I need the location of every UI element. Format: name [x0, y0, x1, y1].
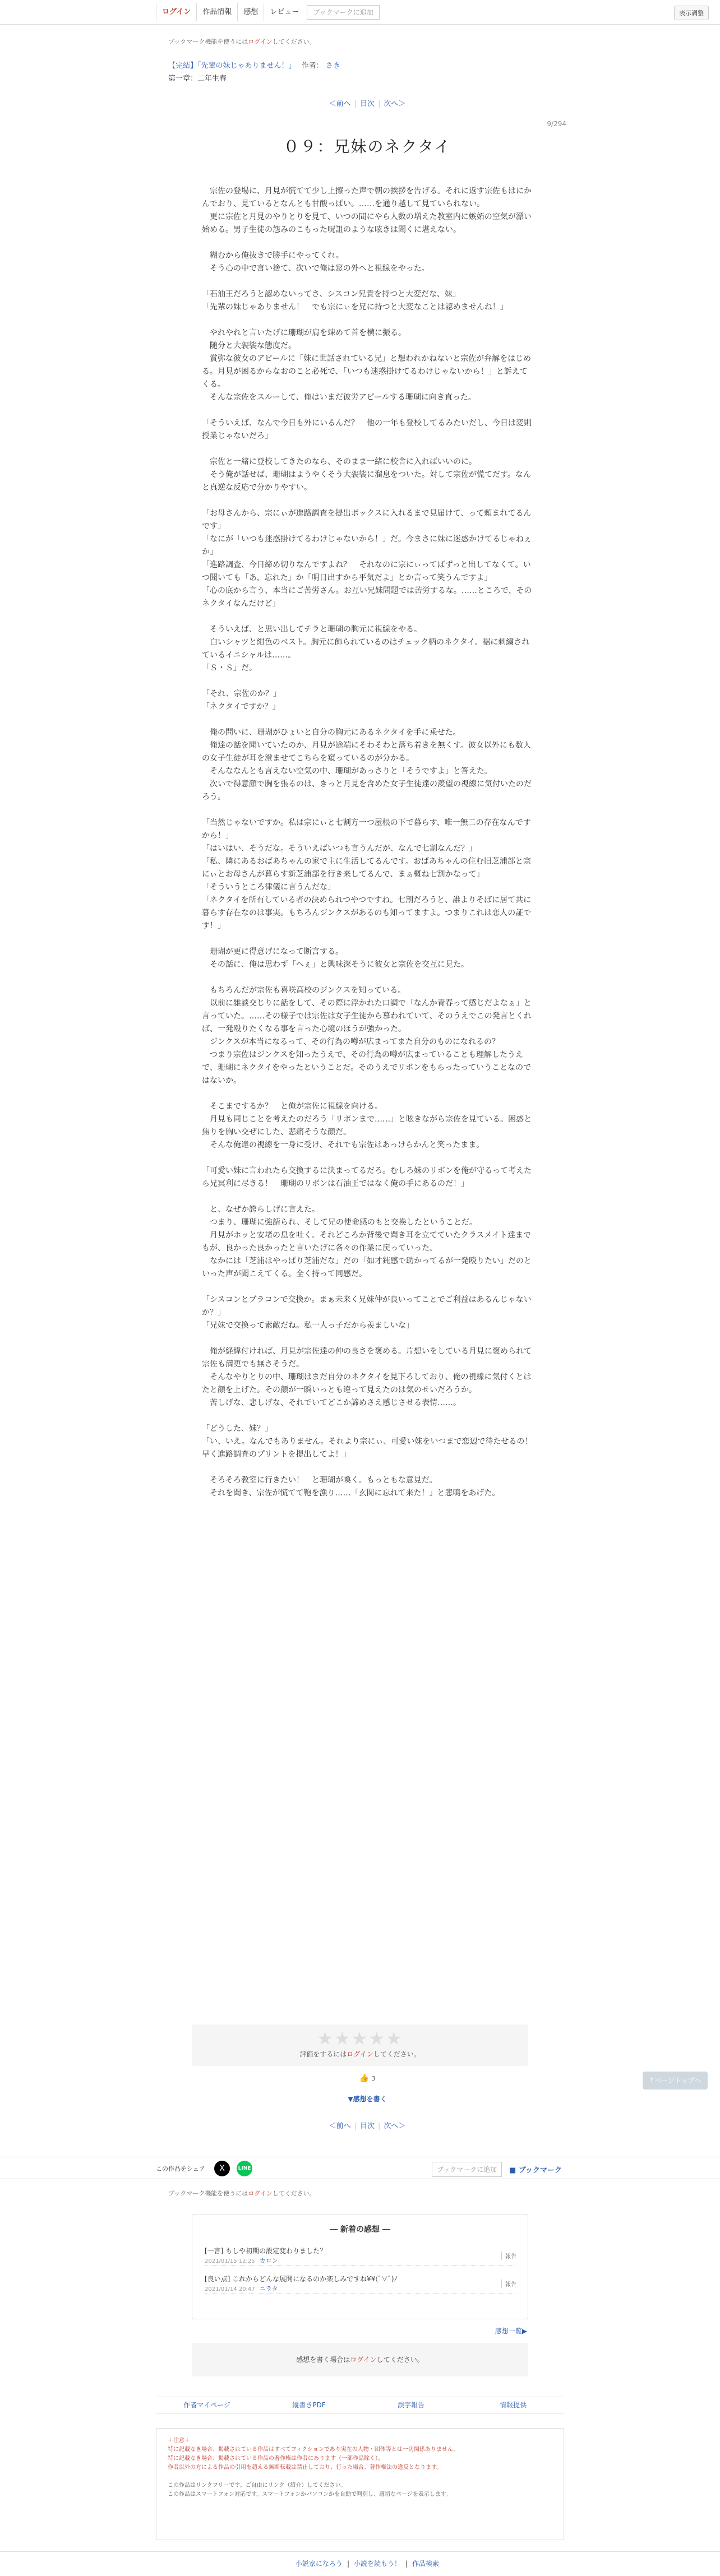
- body-paragraph: なかには「芝浦はやっぱり芝浦だな」だの「如才鈍感で助かってるが一発殴りたい」だのといった声が聞こえてくる。全く持って同感だ。: [202, 1257, 532, 1278]
- body-paragraph: 「当然じゃないですか。私は宗にぃと七割方一つ屋根の下で暮らす、唯一無二の存在なんですから！」: [202, 818, 531, 840]
- login-button[interactable]: ログイン: [156, 3, 196, 21]
- info-report-link[interactable]: 情報提供: [499, 2401, 527, 2409]
- author-link[interactable]: さき: [325, 62, 340, 70]
- like-widget[interactable]: [168, 2074, 566, 2083]
- bookmark-add-button-bottom[interactable]: ブックマークに追加: [432, 2162, 502, 2177]
- body-paragraph: [202, 675, 534, 688]
- body-paragraph: 「兄妹で交換って素敵だね。私一人っ子だから羨ましいな」: [202, 1321, 414, 1330]
- bookmark-link-label: ブックマーク: [518, 2166, 562, 2175]
- body-paragraph: つまり、珊瑚に強請られ、そして兄の使命感のもと交換したということだ。: [202, 1218, 477, 1227]
- body-paragraph: 「そういうところ律儀に言うんだな」: [202, 883, 335, 892]
- body-paragraph: [202, 1410, 534, 1423]
- body-paragraph: 「先輩の妹じゃありません！ でも宗にぃを兄に持つと大変なことは認めませんね！」: [202, 303, 508, 312]
- body-paragraph: 糊むから俺抜きで勝手にやってくれ。: [202, 251, 344, 260]
- body-paragraph: やれやれと言いたげに珊瑚が肩を竦めて首を横に振る。: [202, 328, 406, 337]
- bookmark-note-post: してください。: [272, 38, 316, 45]
- body-paragraph: 「心の底から言う、本当にご苦労さん。お互い兄妹問題では苦労するな。……ところで、そのネクタイなんだけど」: [202, 586, 532, 608]
- body-paragraph: 「そういえば、なんで今日も外にいるんだ？ 他の一年も登校してるみたいだし、今日は変則授業じゃないだろ」: [202, 419, 532, 441]
- next-link[interactable]: 次へ＞: [384, 100, 406, 108]
- author-mypage-link[interactable]: 作者マイページ: [183, 2401, 230, 2409]
- page-number: 9/294: [547, 120, 566, 128]
- notice-line: 特に記載なき場合、掲載されている作品はすべてフィクションであり実在の人物・団体等とは一切関係ありません。: [168, 2447, 459, 2453]
- footer-links: 小説家になろう | 小説を読もう！ | 作品検索: [295, 2560, 440, 2568]
- body-paragraph: [202, 933, 534, 946]
- body-paragraph: 苦しげな、悲しげな、それでいてどこか諦めさえ感じさせる表情……。: [202, 1398, 461, 1407]
- review-item: [205, 2246, 516, 2266]
- review-meta: [205, 2284, 278, 2293]
- body-paragraph: 次いで得意顔で胸を張るのは、きっと月見を含めた女子生徒達の羨望の視線に気付いたのだろう。: [202, 780, 532, 801]
- review-date: 2021/01/15 12:25: [205, 2258, 255, 2264]
- bookmark-login-note-bottom: [168, 2189, 316, 2198]
- rating-note-pre: 評価をするには: [299, 2050, 347, 2058]
- reviews-more-link[interactable]: 感想一覧▶: [495, 2327, 527, 2335]
- top-bar: [0, 0, 720, 25]
- review-item: [205, 2274, 516, 2294]
- notice-heading: ＋注意＋: [168, 2438, 190, 2444]
- footer-divider: [0, 2551, 720, 2552]
- body-paragraph: [202, 443, 534, 456]
- review-report-link[interactable]: 報告: [501, 2280, 516, 2288]
- body-paragraph: [202, 494, 534, 507]
- review-report-link[interactable]: 報告: [501, 2251, 516, 2260]
- narou-link[interactable]: 小説家になろう: [295, 2560, 343, 2568]
- body-paragraph: [202, 1461, 534, 1474]
- body-paragraph: 随分と大袈裟な態度だ。: [202, 341, 296, 350]
- body-paragraph: つまり宗佐はジンクスを知ったうえで、その行為の噂が広まっていることも理解したうえで、珊瑚にネクタイをやったということだ。そのうえでリボンをもらったっていうことなのではないか。: [202, 1050, 532, 1085]
- bookmark-note-pre: ブックマーク機能を使うには: [168, 38, 248, 45]
- body-paragraph: そこまでするか？ と俺が宗佐に視線を向ける。: [202, 1102, 382, 1111]
- bookmark-note-login-link[interactable]: ログイン: [248, 38, 273, 45]
- notice-line: この作品はスマートフォン対応です。スマートフォンかパソコンかを自動で判別し、適切なページを表示します。: [168, 2491, 451, 2498]
- footer-nav: [156, 2397, 564, 2413]
- body-paragraph: [202, 804, 534, 817]
- body-paragraph: 月見も同じことを考えたのだろう「リボンまで……」と呟きながら宗佐を見ている。困惑と焦りを胸い交ぜにした、悲痛そうな顔だ。: [202, 1115, 532, 1137]
- body-paragraph: もちろんだが宗佐も喜咲高校のジンクスを知っている。: [202, 986, 406, 995]
- review-link[interactable]: レビュー: [264, 3, 304, 21]
- work-info-link[interactable]: 作品情報: [196, 3, 237, 21]
- body-paragraph: 「それ、宗佐のか？」: [202, 689, 281, 698]
- toc-link[interactable]: 目次: [359, 100, 375, 108]
- body-paragraph: [202, 610, 534, 623]
- novel-body: [202, 185, 541, 1500]
- bookmark-add-button[interactable]: ブックマークに追加: [307, 5, 379, 20]
- write-kansou-link[interactable]: ▼感想を書く: [348, 2095, 387, 2103]
- body-paragraph: 「なにが「いつも迷惑掛けてるわけじゃないから！」だ。今まさに妹に迷惑かけてるじゃねぇか」: [202, 535, 532, 557]
- pager-separator: |: [354, 100, 357, 108]
- like-count: 3: [371, 2075, 376, 2082]
- pager-top: [168, 98, 566, 108]
- bookmark-login-note: [168, 37, 566, 46]
- search-link[interactable]: 作品検索: [412, 2560, 440, 2568]
- body-paragraph: 「お母さんから、宗にぃが進路調査を提出ボックスに入れるまで見届けて、って頼まれてるんです」: [202, 509, 532, 531]
- rating-box: [192, 2024, 528, 2066]
- body-paragraph: 「私、隣にあるおばあちゃんの家で主に生活してるんです。おばあちゃんの住む旧芝浦部と宗にぃとお母さんが暮らす新芝浦部を行き来してるんで、まぁ概ね七割かなって」: [202, 857, 531, 879]
- review-text: [良い点] これからどんな展開になるのか楽しみですね¥¥(ﾟ∀ﾟ)ﾉ: [205, 2275, 398, 2283]
- toc-link[interactable]: 目次: [359, 2122, 375, 2130]
- body-paragraph: 「ネクタイですか？」: [202, 702, 280, 711]
- body-paragraph: 「ネクタイを所有している者の決められつやつですね。七割だろうと、誰よりそばに居て共に暮らす存在なのは事実。もちろんジンクスがあるのも知ってますよ。つまりこれは恋人の証です！」: [202, 896, 532, 930]
- body-paragraph: [202, 971, 534, 984]
- body-paragraph: 俺が経緯付ければ、月見が宗佐達の仲の良さを褒める。片想いをしている月見に褒められて宗佐も満更でも無さそうだ。: [202, 1347, 532, 1369]
- writebox-post: してください。: [376, 2356, 424, 2364]
- display-settings-button[interactable]: 表示調整: [674, 6, 709, 20]
- body-paragraph: 「石油王だろうと認めないってさ、シスコン兄貴を持つと大変だな、妹」: [202, 290, 461, 299]
- thumbs-up-icon[interactable]: 👍: [359, 2074, 369, 2083]
- body-paragraph: [202, 1190, 534, 1203]
- body-paragraph: [202, 1281, 534, 1294]
- pager-separator: |: [354, 2122, 357, 2130]
- body-paragraph: 「進路調査、今日締め切りなんですよね？ それなのに宗にぃってばずっと出してなくて。いつ聞いても「あ、忘れた」か「明日出すから平気だよ」とか言って笑うんですよ」: [202, 560, 531, 582]
- body-paragraph: [202, 1152, 534, 1165]
- prev-link[interactable]: ＜前へ: [329, 100, 351, 108]
- body-paragraph: [202, 404, 534, 417]
- body-paragraph: 月見がホッと安堵の息を吐く。それどころか背後で聞き耳を立てていたクラスメイト達までもが、良かった良かったと言いたげに各々の作業に戻っていった。: [202, 1231, 532, 1253]
- body-paragraph: 「い、いえ。なんでもありません。それより宗にぃ、可愛い妹をいつまで恋辺で待たせるの！ 早く進路調査のプリントを提出してよ！」: [202, 1437, 541, 1459]
- body-paragraph: 珊瑚が更に得意げになって断言する。: [202, 947, 343, 956]
- bookmark-note-login-link[interactable]: ログイン: [248, 2190, 273, 2197]
- body-paragraph: 更に宗佐と月見のやりとりを見て、いつの間にやら人数の増えた教室内に嫉妬の空気が漂い始める。男子生徒の怨みのこもった呪詛のような呟きは聞くに堪えない。: [202, 212, 532, 234]
- body-paragraph: それを聞き、宗佐が慌てて鞄を漁り……「玄関に忘れて来た！」と悲鳴をあげた。: [202, 1489, 500, 1498]
- review-date: 2021/01/14 20:47: [205, 2286, 255, 2292]
- pager-bottom: [168, 2120, 566, 2130]
- body-paragraph: そう俺が話せば、珊瑚はようやくそう大袈裟に溜息をついた。対して宗佐が慌てだす。なんと真逆な反応で分かりやすい。: [202, 470, 531, 492]
- author-label: 作者：: [301, 62, 324, 70]
- body-paragraph: [202, 237, 534, 249]
- write-review-box: [192, 2343, 528, 2376]
- episode-title: ０９：兄妹のネクタイ: [283, 137, 451, 156]
- top-nav: [156, 3, 380, 21]
- body-paragraph: 賞弥な彼女のアピールに「妹に世話されている兄」と想われかねないと宗佐が弁解をはじめる。月見が困るからなおのこと必死で、「いつも迷惑掛けてるわけじゃないから！」と訴えてくる。: [202, 354, 532, 389]
- bookmark-note-post: してください。: [272, 2190, 316, 2197]
- page-top-button[interactable]: ↑ページトップへ: [643, 2072, 708, 2089]
- recent-reviews: [192, 2214, 528, 2319]
- notice-line: 特に記載なき場合、掲載されている作品の著作権は作者にあります（一部作品除く）。: [168, 2455, 384, 2462]
- line-share-icon[interactable]: LINE: [237, 2161, 252, 2176]
- rating-stars[interactable]: ★★★★★: [317, 2028, 403, 2049]
- pager-separator: |: [378, 100, 381, 108]
- body-paragraph: その話に、俺は思わず「へぇ」と興味深そうに彼女と宗佐を交互に見た。: [202, 960, 469, 969]
- body-paragraph: [202, 1087, 534, 1100]
- body-paragraph: 俺達の話を聞いていたのか、月見が途端にそわそわと落ち着きを無くす。彼女以外にも数人の女子生徒が耳を澄ませてこちらを窺っているのが分かる。: [202, 741, 531, 763]
- bookmark-icon: ■: [509, 2166, 516, 2175]
- body-paragraph: 「シスコンとブラコンで交換か。まぁ未来く兄妹仲が良いってことでご利益はあるんじゃないか？」: [202, 1295, 532, 1317]
- body-paragraph: [202, 275, 534, 288]
- body-paragraph: 宗佐の登場に、月見が慌てて少し上擦った声で朝の挨拶を告げる。それに返す宗佐もはにかんでおり、見ているとなんとも甘酸っぱい。……を通り越して見ていられない。: [202, 187, 532, 209]
- review-text: [一言] もしや初期の設定変わりました？: [205, 2247, 327, 2255]
- body-paragraph: 「どうした、妹？」: [202, 1424, 273, 1433]
- bookmark-note-pre: ブックマーク機能を使うには: [168, 2190, 248, 2197]
- body-paragraph: 「可愛い妹に言われたら交換するに決まってるだろ。むしろ妹のリボンを俺が守るって考えたら兄冥利に尽きる！ 珊瑚のリボンは石油王ではなく俺の手にあるのだ！」: [202, 1166, 532, 1188]
- review-user-link[interactable]: カロン: [259, 2257, 278, 2264]
- body-paragraph: 「Ｓ・Ｓ」だ。: [202, 664, 257, 673]
- pager-separator: |: [378, 2122, 381, 2130]
- body-paragraph: そんな宗佐をスルーして、俺はいまだ彼労アピールする珊瑚に向き直った。: [202, 393, 476, 402]
- body-paragraph: ジンクスが本当になるって、その行為の噂が広まってまた自分のものになれるの？: [202, 1037, 500, 1046]
- share-bar: [0, 2157, 720, 2179]
- body-paragraph: 俺の問いに、珊瑚がひょいと自分の胸元にあるネクタイを手に乗せた。: [202, 728, 461, 737]
- kansou-link[interactable]: 感想: [237, 3, 264, 21]
- body-paragraph: [202, 1332, 534, 1345]
- series-info: [168, 59, 566, 83]
- rating-login-link[interactable]: ログイン: [347, 2050, 373, 2058]
- typo-report-link[interactable]: 誤字報告: [397, 2401, 424, 2409]
- body-paragraph: 「はいはい、そうだな。そういえばいつも言うんだが、なんで七割なんだ？」: [202, 844, 477, 853]
- bookmark-link[interactable]: [509, 2164, 562, 2175]
- body-paragraph: [202, 714, 534, 726]
- notice-box: [156, 2428, 564, 2540]
- notice-line: この作品はリンクフリーです。ご自由にリンク（紹介）してください。: [168, 2482, 347, 2489]
- yomou-link[interactable]: 小説を読もう！: [353, 2560, 401, 2568]
- rating-note: [192, 2049, 528, 2059]
- next-link[interactable]: 次へ＞: [384, 2122, 406, 2130]
- writebox-login-link[interactable]: ログイン: [350, 2356, 377, 2364]
- body-paragraph: 宗佐と一緒に登校してきたのなら、そのまま一緒に校舎に入ればいいのに。: [202, 457, 477, 466]
- body-paragraph: [202, 314, 534, 327]
- body-paragraph: そんなやりとりの中、珊瑚はまだ自分のネクタイを見下ろしており、俺の視線に気付くとはたと顔を上げた。その顔が一瞬いっとも違って見えたのは気のせいだろうか。: [202, 1373, 532, 1394]
- share-label: この作品をシェア: [156, 2165, 205, 2172]
- body-paragraph: そう心の中で言い捨て、次いで俺は窓の外へと視線をやった。: [202, 264, 430, 273]
- body-paragraph: そんななんとも言えない空気の中、珊瑚があっさりと「そうですよ」と答えた。: [202, 767, 492, 776]
- vertical-pdf-link[interactable]: 縦書きPDF: [292, 2401, 326, 2409]
- review-user-link[interactable]: ニラタ: [259, 2285, 278, 2292]
- body-paragraph: そんな俺達の視線を一身に受け、それでも宗佐はあっけらかんと笑ったまま。: [202, 1141, 484, 1150]
- notice-line: 作者以外の方による作品の引用を超える無断転載は禁止しており、行った場合、著作権法の違反となります。: [168, 2464, 442, 2471]
- reviews-heading: ― 新着の感想 ―: [330, 2225, 390, 2234]
- body-paragraph: と、なぜか誇らしげに言えた。: [202, 1205, 320, 1214]
- body-paragraph: そろそろ教室に行きたい！ と珊瑚が喚く。もっともな意見だ。: [202, 1476, 437, 1485]
- writebox-pre: 感想を書く場合は: [296, 2356, 350, 2364]
- prev-link[interactable]: ＜前へ: [329, 2122, 351, 2130]
- body-paragraph: 白いシャツと紺色のベスト。胸元に飾られているのはチェック柄のネクタイ。裾に刺繍されているイニシャルは……。: [202, 638, 530, 660]
- x-share-icon[interactable]: X: [214, 2161, 230, 2176]
- body-paragraph: そういえば、と思い出してチラと珊瑚の胸元に視線をやる。: [202, 625, 422, 634]
- review-meta: [205, 2256, 278, 2265]
- rating-note-post: してください。: [373, 2050, 421, 2058]
- body-paragraph: 以前に雑談交じりに話をして、その際に浮かれた口調で「なんか青春って感じだよなぁ」と言っていた。……その様子では宗佐は女子生徒から慕われていて、そのうえでこの発言とくれば、一発殴りたくなる事を言った心境のほうが強かった。: [202, 999, 532, 1034]
- chapter-label: 第一章：二年生春: [168, 75, 227, 83]
- series-title-link[interactable]: 【完結】「先輩の妹じゃありません！」: [168, 62, 296, 70]
